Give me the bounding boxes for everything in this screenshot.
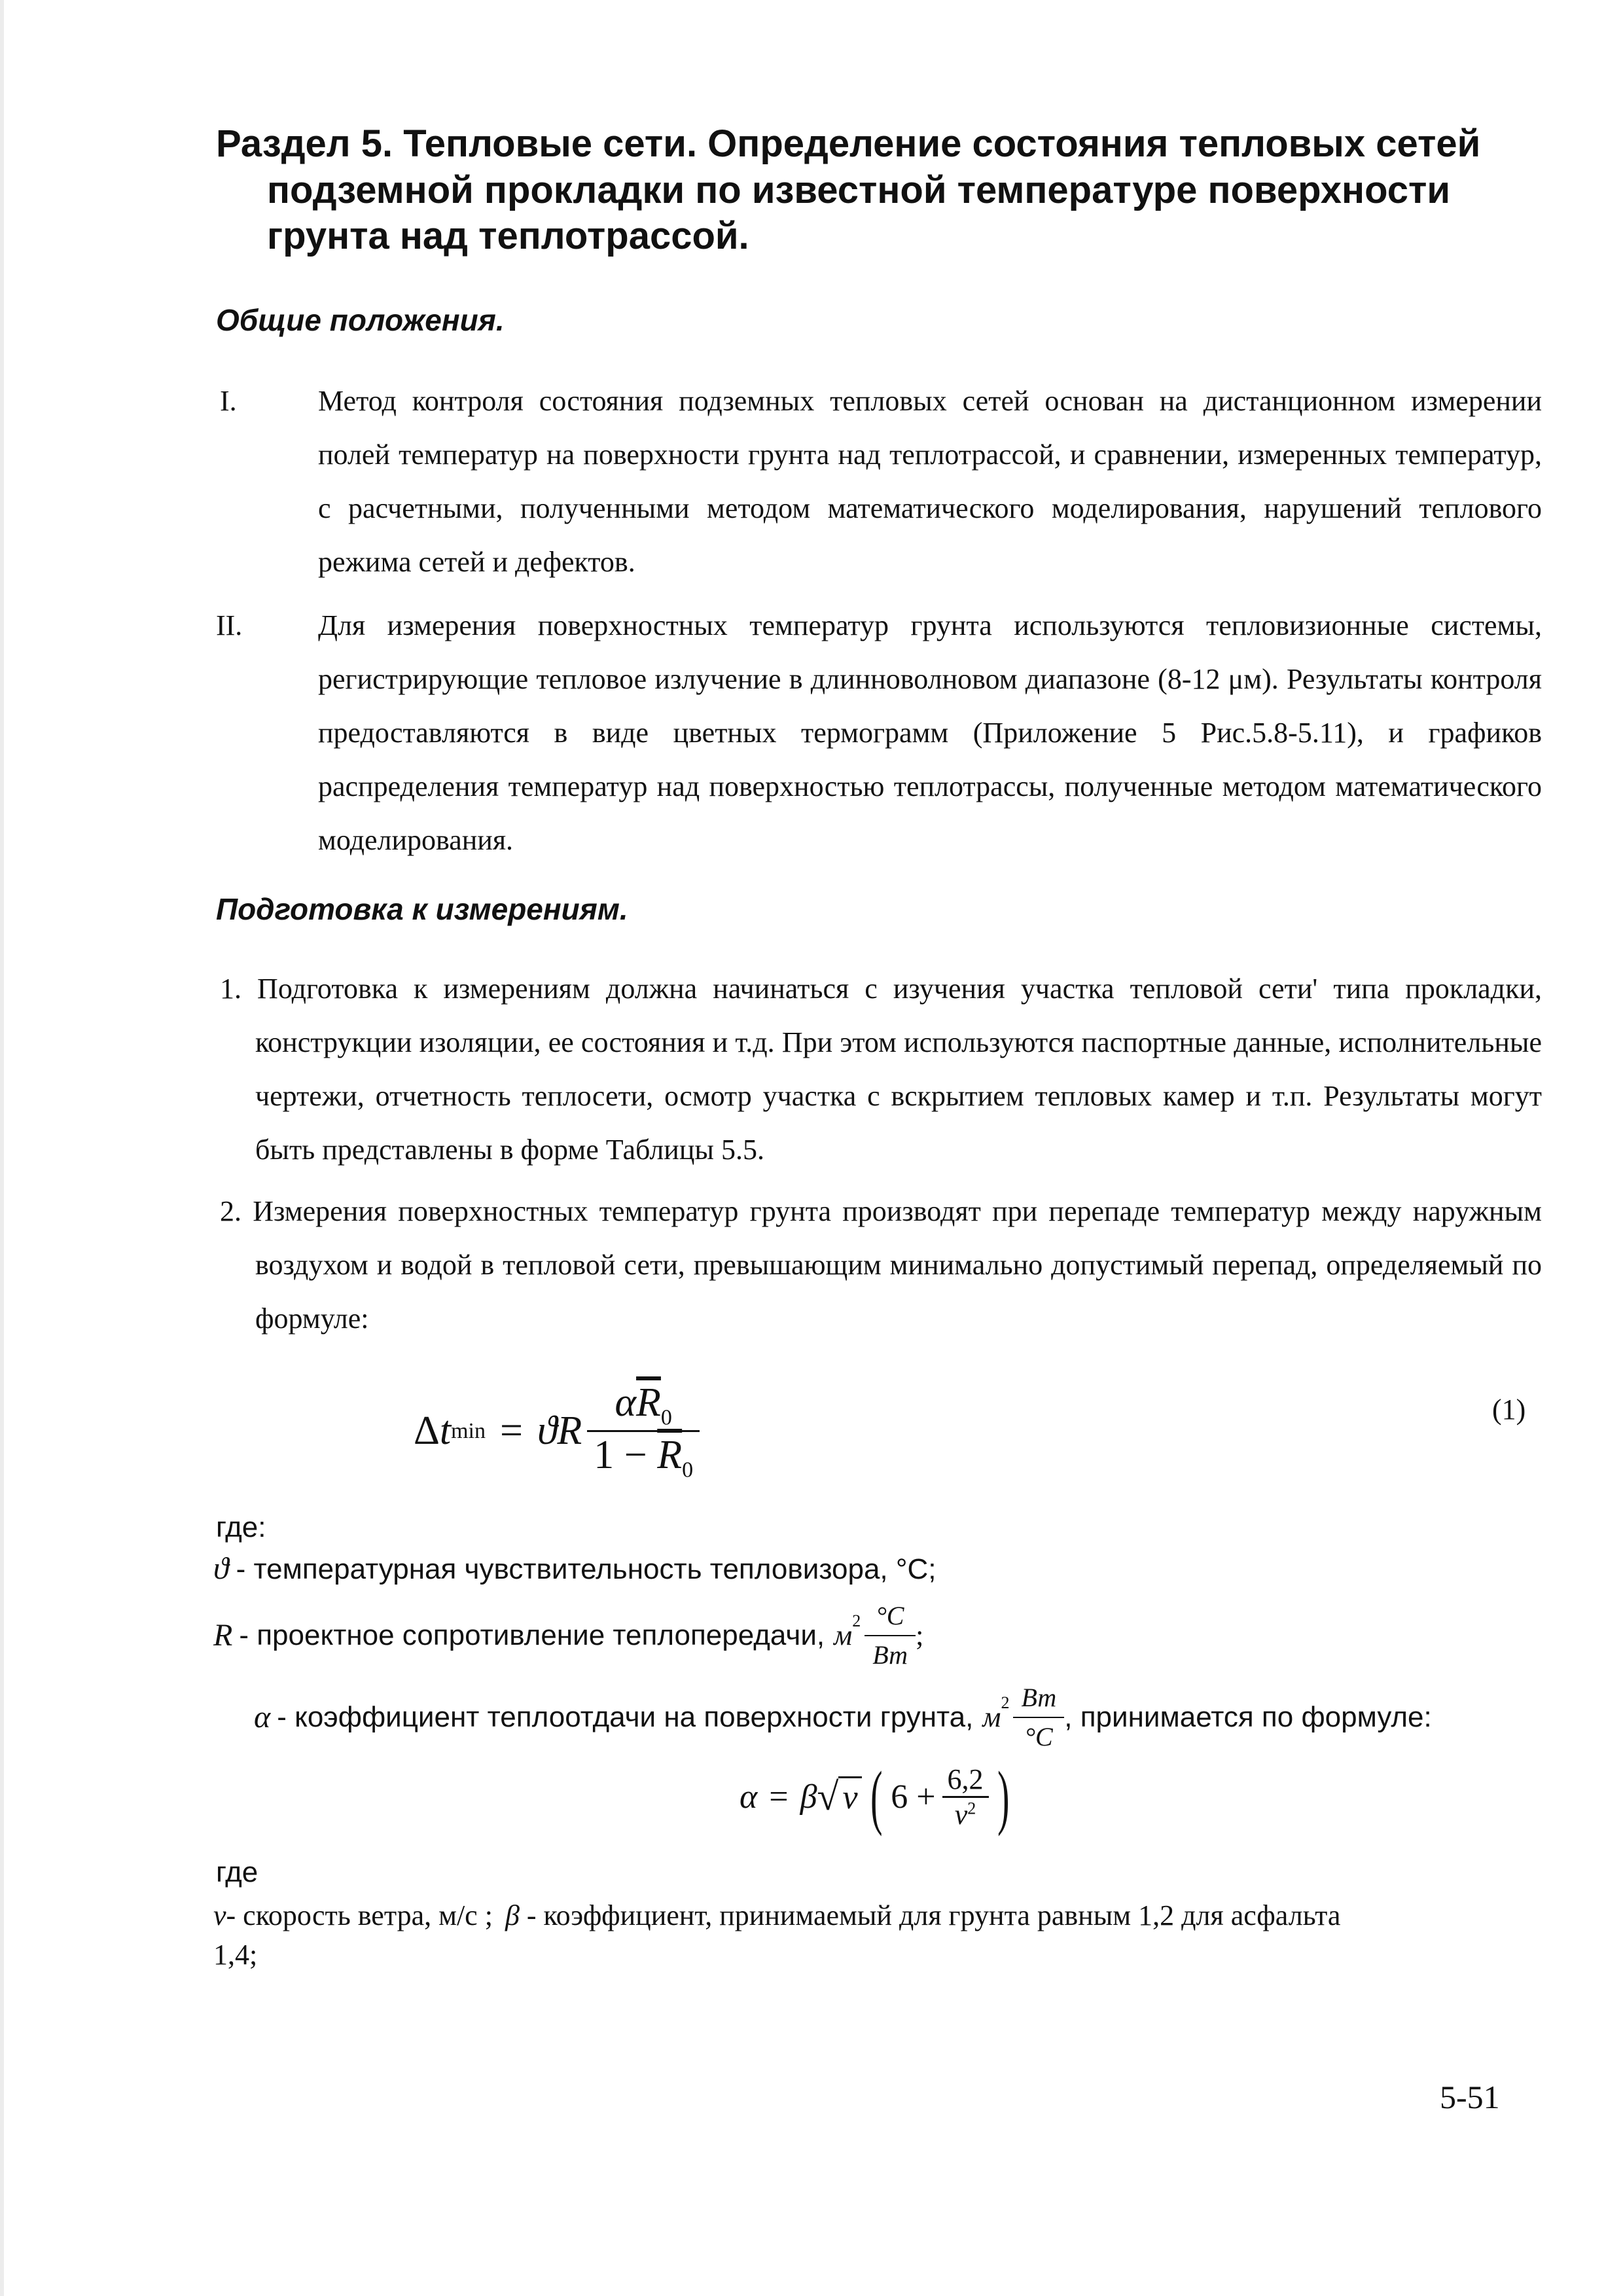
definition-text-after: , принимается по формуле: [1064,1701,1432,1733]
formula-r0-bar: $\overline{R}$ [657,1433,683,1478]
definition-text: - коэффициент теплоотдачи на поверхности грунта, [277,1701,974,1733]
unit-exponent: 2 [1001,1693,1010,1712]
unit-numerator: °C [876,1601,904,1630]
formula-fraction [587,1380,700,1483]
unit-end: ; [916,1619,924,1651]
definition-beta-value: 1,4; [213,1939,258,1971]
formula-beta: β [800,1778,817,1816]
unit-denominator: °C [1025,1722,1053,1751]
where-label: где: [216,1511,266,1543]
formula-v: v [838,1776,861,1817]
formula-numerator: 6,2 [947,1763,984,1795]
unit-fraction [1013,1679,1064,1756]
unit-exponent: 2 [852,1611,861,1630]
item-number: I. [220,385,237,417]
where-label: где [216,1856,259,1888]
formula-numerator [609,1380,679,1430]
item-number: II. [216,609,243,641]
formula-number: (1) [1492,1393,1526,1426]
symbol-alpha: α [254,1700,271,1734]
list-item: 2. Измерения поверхностных температур грунта производят при перепаде температур между наружным воздухом и водой в тепловой сети, превышающим минимально допустимый перепад, определяемый по формуле: [220,1195,1542,1335]
formula-fraction [942,1763,989,1831]
symbol-theta: ϑ [213,1551,229,1586]
symbol-r: R [213,1618,233,1653]
paren-left: ( [870,1757,883,1837]
definition-text: - проектное сопротивление теплопередачи, [239,1619,825,1651]
formula-den-exponent: 2 [967,1798,976,1818]
formula-alpha: α [615,1380,637,1425]
unit-m: м [982,1701,1001,1733]
definition-r [213,1597,923,1674]
unit-fraction [865,1597,916,1674]
definition-v-beta [213,1897,1340,1935]
page-title: Раздел 5. Тепловые сети. Определение состояния тепловых сетей [216,122,1481,165]
formula-subscript-min: min [451,1418,486,1443]
formula-denominator [587,1432,700,1482]
formula-den-v: v [954,1798,968,1831]
formula-sqrt-sign: √ [817,1774,839,1818]
symbol-v: v [213,1899,226,1931]
formula-denominator [950,1798,982,1831]
definition-text: - скорость ветра, м/с ; [226,1899,493,1931]
scan-edge [0,0,4,2296]
symbol-beta: β [505,1899,520,1931]
page-number: 5-51 [1440,2079,1500,2115]
definition-alpha [254,1679,1432,1756]
paren-right: ) [997,1757,1010,1837]
definition-theta [213,1550,936,1588]
formula-one-minus: 1 − [594,1433,647,1478]
section-heading-preparation: Подготовка к измерениям. [216,892,628,926]
formula-six-plus: 6 + [891,1778,936,1816]
definition-text: - температурная чувствительность тепловизора, °С; [236,1553,936,1585]
unit-m: м [834,1619,853,1651]
definition-text: - коэффициент, принимаемый для грунта равным 1,2 для асфальта [526,1899,1341,1931]
formula-r0-subscript: 0 [660,1405,672,1430]
section-heading-general: Общие положения. [216,303,505,337]
formula-delta-t-min [414,1380,700,1483]
paragraph: Метод контроля состояния подземных тепловых сетей основан на дистанционном измерении полей температур на поверхности грунта над теплотрассой, и сравнении, измеренных температур, с расчетными, полученными методом математического моделирования, нарушений теплового режима сетей и дефектов. [318,385,1542,578]
formula-equals: = [500,1408,523,1454]
formula-delta: Δ [414,1408,440,1454]
formula-r0: $\overline{R}$ [636,1380,661,1425]
formula-r: R [557,1408,582,1454]
list-item: 1. Подготовка к измерениям должна начинаться с изучения участка тепловой сети' типа прокладки, конструкции изоляции, ее состояния и т.д. При этом используются паспортные данные, исполнительные чертежи, отчетность теплосети, осмотр участка с вскрытием тепловых камер и т.п. Результаты могут быть представлены в форме Таблицы 5.5. [220,973,1542,1166]
formula-theta: ϑ [537,1408,558,1454]
unit-denominator: Вт [872,1640,908,1670]
unit-numerator: Вт [1021,1683,1057,1712]
formula-alpha [740,1757,1018,1837]
formula-alpha-symbol: α [740,1778,758,1816]
formula-t: t [439,1408,452,1454]
formula-equals: = [769,1778,789,1816]
paragraph: Для измерения поверхностных температур грунта используются тепловизионные системы, регистрирующие тепловое излучение в длинноволновом диапазоне (8-12 μм). Результаты контроля предоставляются в виде цветных термограмм (Приложение 5 Рис.5.8-5.11), и графиков распределения температур над поверхностью теплотрассы, полученные методом математического моделирования. [318,609,1542,856]
formula-r0-bar-subscript: 0 [682,1458,694,1482]
page-title-continuation: подземной прокладки по известной температуре поверхности грунта над теплотрассой. [267,169,1451,257]
